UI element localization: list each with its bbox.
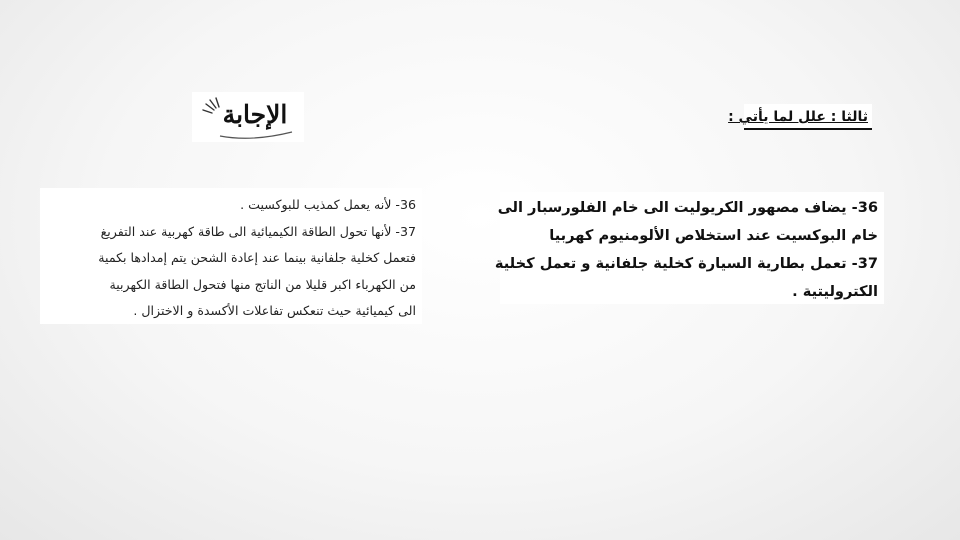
logo-text: الإجابة	[222, 100, 288, 129]
answer-37-line-2: فتعمل كخلية جلفانية بينما عند إعادة الشحن يتم إمدادها بكمية	[98, 250, 416, 265]
question-36-line-2: خام البوكسيت عند استخلاص الألومنيوم كهربيا	[549, 227, 878, 244]
answer-logo	[192, 92, 304, 142]
section-heading-text: ثالثا : علل لما يأتي :	[728, 109, 868, 125]
question-37-line-1: 37- تعمل بطارية السيارة كخلية جلفانية و تعمل كخلية	[494, 255, 878, 272]
answer-37-line-4: الى كيميائية حيث تنعكس تفاعلات الأكسدة و الاختزال .	[133, 303, 416, 318]
question-37-line-2: الكتروليتية .	[792, 283, 878, 300]
question-36-line-1: 36- يضاف مصهور الكريوليت الى خام الفلورسبار الى	[497, 199, 878, 216]
answers-panel	[40, 188, 422, 324]
questions-panel	[494, 192, 884, 304]
answer-37-line-3: من الكهرباء اكبر قليلا من الناتج منها فتحول الطاقة الكهربية	[109, 276, 416, 292]
section-heading	[728, 104, 872, 130]
answer-36: 36- لأنه يعمل كمذيب للبوكسيت .	[240, 197, 416, 212]
answer-37-line-1: 37- لأنها تحول الطاقة الكيميائية الى طاقة كهربية عند التفريغ	[100, 223, 416, 239]
